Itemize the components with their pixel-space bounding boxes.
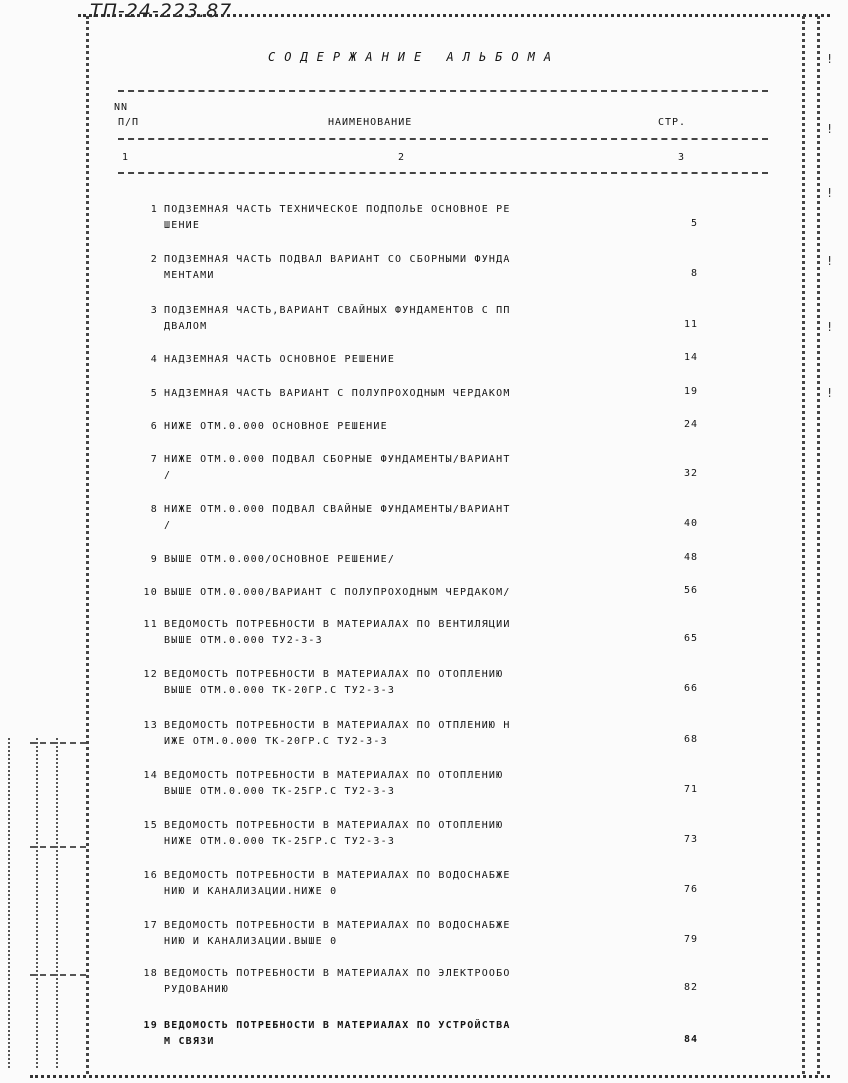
- side-mark: !: [826, 254, 834, 268]
- entry-title: НИЖЕ ОТМ.0.000 ПОДВАЛ СБОРНЫЕ ФУНДАМЕНТЫ/ВАРИАНТ: [164, 454, 511, 465]
- contents-entry: [138, 352, 698, 368]
- entry-title: ПОДЗЕМНАЯ ЧАСТЬ ПОДВАЛ ВАРИАНТ СО СБОРНЫМИ ФУНДА: [164, 254, 511, 265]
- entry-title-cont: ВЫШЕ ОТМ.0.000 ТК-25ГР.С ТУ2-3-3: [164, 786, 396, 797]
- side-mark: !: [826, 52, 834, 66]
- entry-title: ВЫШЕ ОТМ.0.000/ОСНОВНОЕ РЕШЕНИЕ/: [164, 554, 396, 565]
- entry-title: ВЕДОМОСТЬ ПОТРЕБНОСТИ В МАТЕРИАЛАХ ПО ВОДОСНАБЖЕ: [164, 870, 511, 881]
- entry-page: 71: [683, 784, 698, 795]
- header-bottom-rule: [118, 172, 768, 174]
- entry-title: ВЕДОМОСТЬ ПОТРЕБНОСТИ В МАТЕРИАЛАХ ПО ЭЛЕКТРООБО: [164, 968, 511, 979]
- entry-number: 19: [143, 1020, 158, 1031]
- col-number-3: 3: [678, 152, 686, 163]
- entry-page: 56: [683, 585, 698, 596]
- entry-title-cont: /: [164, 520, 172, 531]
- num-header-top: NN: [114, 102, 129, 113]
- entry-number: 5: [150, 388, 158, 399]
- entry-number: 16: [143, 870, 158, 881]
- entry-page: 5: [690, 218, 698, 229]
- side-mark: !: [826, 122, 834, 136]
- entry-title: НИЖЕ ОТМ.0.000 ПОДВАЛ СВАЙНЫЕ ФУНДАМЕНТЫ/ВАРИАНТ: [164, 504, 511, 515]
- contents-entry: [138, 252, 698, 284]
- entry-title-cont: МЕНТАМИ: [164, 270, 215, 281]
- entry-page: 73: [683, 834, 698, 845]
- bottom-border: [30, 1075, 830, 1078]
- header-top-rule: [118, 90, 768, 92]
- entry-number: 11: [143, 619, 158, 630]
- entry-number: 13: [143, 720, 158, 731]
- document-code: ТП-24-223.87: [90, 0, 233, 22]
- entry-number: 7: [150, 454, 158, 465]
- contents-entry: [138, 552, 698, 568]
- entry-title: ВЕДОМОСТЬ ПОТРЕБНОСТИ В МАТЕРИАЛАХ ПО ВОДОСНАБЖЕ: [164, 920, 511, 931]
- entry-title-cont: ИЖЕ ОТМ.0.000 ТК-20ГР.С ТУ2-3-3: [164, 736, 388, 747]
- entry-title: ВЕДОМОСТЬ ПОТРЕБНОСТИ В МАТЕРИАЛАХ ПО ОТОПЛЕНИЮ: [164, 770, 504, 781]
- entry-title: ВЕДОМОСТЬ ПОТРЕБНОСТИ В МАТЕРИАЛАХ ПО ОТОПЛЕНИЮ: [164, 820, 504, 831]
- contents-entry: [138, 718, 698, 750]
- contents-entry: [138, 202, 698, 234]
- contents-entry: [138, 1018, 698, 1050]
- contents-entry: [138, 386, 698, 402]
- contents-entry: [138, 419, 698, 435]
- right-border-inner: [802, 16, 805, 1074]
- entry-number: 12: [143, 669, 158, 680]
- entry-title-cont: /: [164, 470, 172, 481]
- entry-number: 17: [143, 920, 158, 931]
- entry-title: ВЕДОМОСТЬ ПОТРЕБНОСТИ В МАТЕРИАЛАХ ПО УСТРОЙСТВА: [164, 1020, 511, 1031]
- entry-page: 11: [683, 319, 698, 330]
- entry-page: 68: [683, 734, 698, 745]
- contents-entry: [138, 818, 698, 850]
- entry-page: 8: [690, 268, 698, 279]
- entry-number: 8: [150, 504, 158, 515]
- contents-entry: [138, 585, 698, 601]
- binding-stamp-frame: [0, 738, 86, 1068]
- entry-number: 15: [143, 820, 158, 831]
- entry-number: 18: [143, 968, 158, 979]
- entry-title: ВЕДОМОСТЬ ПОТРЕБНОСТИ В МАТЕРИАЛАХ ПО ВЕНТИЛЯЦИИ: [164, 619, 511, 630]
- entry-number: 9: [150, 554, 158, 565]
- entry-title-cont: М СВЯЗИ: [164, 1036, 215, 1047]
- entry-number: 10: [143, 587, 158, 598]
- entry-page: 65: [683, 633, 698, 644]
- entry-page: 32: [683, 468, 698, 479]
- entry-title: ВЕДОМОСТЬ ПОТРЕБНОСТИ В МАТЕРИАЛАХ ПО ОТПЛЕНИЮ Н: [164, 720, 511, 731]
- entry-title-cont: ШЕНИЕ: [164, 220, 201, 231]
- num-header-bottom: П/П: [118, 117, 140, 128]
- entry-page: 84: [683, 1034, 698, 1045]
- entry-title: ВЫШЕ ОТМ.0.000/ВАРИАНТ С ПОЛУПРОХОДНЫМ ЧЕРДАКОМ/: [164, 587, 511, 598]
- contents-entry: [138, 303, 698, 335]
- entry-title: ПОДЗЕМНАЯ ЧАСТЬ,ВАРИАНТ СВАЙНЫХ ФУНДАМЕНТОВ С ПП: [164, 305, 511, 316]
- left-border: [86, 16, 89, 1074]
- contents-entry: [138, 667, 698, 699]
- name-header: НАИМЕНОВАНИЕ: [328, 117, 413, 128]
- entry-page: 48: [683, 552, 698, 563]
- entry-number: 6: [150, 421, 158, 432]
- col-number-2: 2: [398, 152, 406, 163]
- header-mid-rule: [118, 138, 768, 140]
- entry-page: 40: [683, 518, 698, 529]
- entry-number: 2: [150, 254, 158, 265]
- contents-entry: [138, 966, 698, 998]
- entry-title: НАДЗЕМНАЯ ЧАСТЬ ОСНОВНОЕ РЕШЕНИЕ: [164, 354, 396, 365]
- contents-entry: [138, 617, 698, 649]
- contents-entry: [138, 452, 698, 484]
- entry-title-cont: ДВАЛОМ: [164, 321, 208, 332]
- entry-title: НАДЗЕМНАЯ ЧАСТЬ ВАРИАНТ С ПОЛУПРОХОДНЫМ ЧЕРДАКОМ: [164, 388, 511, 399]
- entry-number: 1: [150, 204, 158, 215]
- contents-entry: [138, 868, 698, 900]
- entry-page: 79: [683, 934, 698, 945]
- entry-number: 4: [150, 354, 158, 365]
- side-mark: !: [826, 186, 834, 200]
- entry-title: НИЖЕ ОТМ.0.000 ОСНОВНОЕ РЕШЕНИЕ: [164, 421, 388, 432]
- side-mark: !: [826, 386, 834, 400]
- entry-page: 14: [683, 352, 698, 363]
- entry-page: 82: [683, 982, 698, 993]
- entry-page: 76: [683, 884, 698, 895]
- entry-title-cont: ВЫШЕ ОТМ.0.000 ТК-20ГР.С ТУ2-3-3: [164, 685, 396, 696]
- entry-page: 19: [683, 386, 698, 397]
- contents-entry: [138, 918, 698, 950]
- contents-entry: [138, 768, 698, 800]
- entry-page: 24: [683, 419, 698, 430]
- entry-title-cont: НИЮ И КАНАЛИЗАЦИИ.НИЖЕ 0: [164, 886, 338, 897]
- entry-number: 3: [150, 305, 158, 316]
- entry-title-cont: НИЖЕ ОТМ.0.000 ТК-25ГР.С ТУ2-3-3: [164, 836, 396, 847]
- entry-page: 66: [683, 683, 698, 694]
- entry-title-cont: РУДОВАНИЮ: [164, 984, 229, 995]
- entry-title-cont: ВЫШЕ ОТМ.0.000 ТУ2-3-3: [164, 635, 323, 646]
- top-border: [78, 14, 830, 17]
- entry-title: ПОДЗЕМНАЯ ЧАСТЬ ТЕХНИЧЕСКОЕ ПОДПОЛЬЕ ОСНОВНОЕ РЕ: [164, 204, 511, 215]
- side-mark: !: [826, 320, 834, 334]
- entry-title: ВЕДОМОСТЬ ПОТРЕБНОСТИ В МАТЕРИАЛАХ ПО ОТОПЛЕНИЮ: [164, 669, 504, 680]
- right-border-outer: [817, 16, 820, 1074]
- col-number-1: 1: [122, 152, 130, 163]
- entry-number: 14: [143, 770, 158, 781]
- entry-title-cont: НИЮ И КАНАЛИЗАЦИИ.ВЫШЕ 0: [164, 936, 338, 947]
- contents-entry: [138, 502, 698, 534]
- page-header: СТР.: [658, 117, 687, 128]
- album-contents-title: СОДЕРЖАНИЕ АЛЬБОМА: [268, 50, 561, 64]
